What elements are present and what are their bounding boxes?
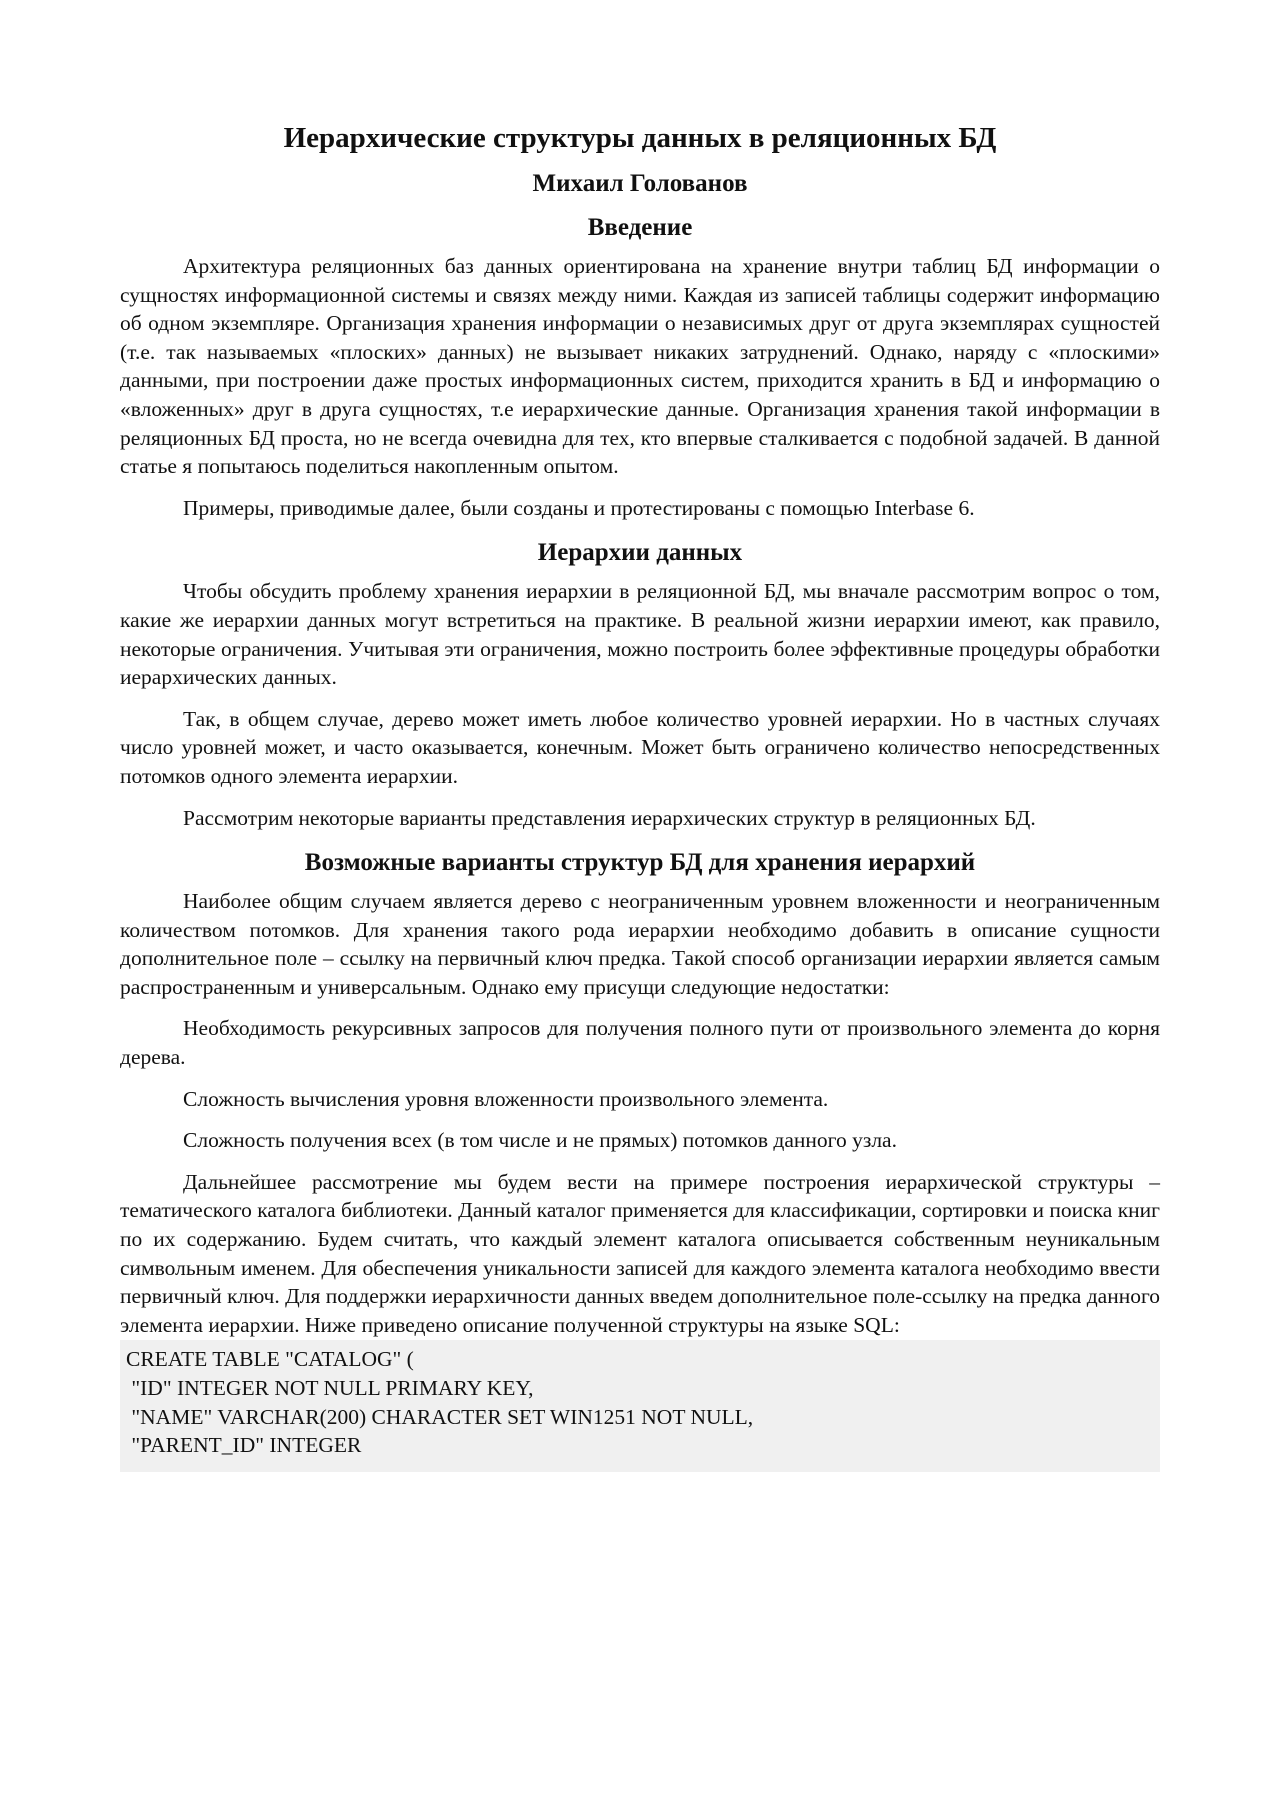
document-title: Иерархические структуры данных в реляционных БД [283, 122, 997, 154]
document-page [120, 118, 1160, 1472]
paragraph: Так, в общем случае, дерево может иметь любое количество уровней иерархии. Но в частных случаях число уровней может, и часто оказывается, конечным. Может быть ограничено количество непосредственных потомков одного элемента иерархии. [120, 706, 1160, 788]
paragraph: Дальнейшее рассмотрение мы будем вести на примере построения иерархической структуры – тематического каталога библиотеки. Данный каталог применяется для классификации, сортировки и поиска книг по их содержанию. Будем считать, что каждый элемент каталога описывается собственным неуникальным символьным именем. Для обеспечения уникальности записей для каждого элемента каталога необходимо ввести первичный ключ. Для поддержки иерархичности данных введем дополнительное поле-ссылку на предка данного элемента иерархии. Ниже приведено описание полученной структуры на языке SQL: [120, 1169, 1160, 1337]
code-line: "PARENT_ID" INTEGER [126, 1433, 362, 1458]
code-line: "NAME" VARCHAR(200) CHARACTER SET WIN1251 NOT NULL, [126, 1404, 754, 1429]
paragraph: Чтобы обсудить проблему хранения иерархии в реляционной БД, мы вначале рассмотрим вопрос о том, какие же иерархии данных могут встретиться на практике. В реальной жизни иерархии имеют, как правило, некоторые ограничения. Учитывая эти ограничения, можно построить более эффективные процедуры обработки иерархических данных. [120, 579, 1160, 690]
paragraph: Архитектура реляционных баз данных ориентирована на хранение внутри таблиц БД информации о сущностях информационной системы и связях между ними. Каждая из записей таблицы содержит информацию об одном экземпляре. Организация хранения информации о независимых друг от друга экземплярах сущностей (т.е. так называемых «плоских» данных) не вызывает никаких затруднений. Однако, наряду с «плоскими» данными, при построении даже простых информационных систем, приходится хранить в БД и информацию о «вложенных» друг в друга сущностях, т.е иерархические данные. Организация хранения такой информации в реляционных БД проста, но не всегда очевидна для тех, кто впервые сталкивается с подобной задачей. В данной статье я попытаюсь поделиться накопленным опытом. [120, 254, 1160, 479]
sql-code-block [120, 1340, 1160, 1471]
section-heading-structure-variants: Возможные варианты структур БД для хранения иерархий [304, 849, 976, 877]
paragraph: Наиболее общим случаем является дерево с неограниченным уровнем вложенности и неограниченным количеством потомков. Для хранения такого рода иерархии необходимо добавить в описание сущности дополнительное поле – ссылку на первичный ключ предка. Такой способ организации иерархии является самым распространенным и универсальным. Однако ему присущи следующие недостатки: [120, 889, 1160, 999]
paragraph: Примеры, приводимые далее, были созданы и протестированы с помощью Interbase 6. [183, 495, 975, 520]
paragraph: Сложность получения всех (в том числе и не прямых) потомков данного узла. [183, 1128, 897, 1153]
code-line: CREATE TABLE "CATALOG" ( [126, 1347, 414, 1372]
code-line: "ID" INTEGER NOT NULL PRIMARY KEY, [126, 1376, 534, 1400]
document-author: Михаил Голованов [532, 170, 748, 197]
paragraph: Необходимость рекурсивных запросов для получения полного пути от произвольного элемента до корня дерева. [120, 1016, 1160, 1070]
section-heading-data-hierarchies: Иерархии данных [537, 539, 743, 567]
paragraph: Рассмотрим некоторые варианты представления иерархических структур в реляционных БД. [183, 805, 1036, 830]
paragraph: Сложность вычисления уровня вложенности произвольного элемента. [183, 1086, 829, 1111]
section-heading-introduction: Введение [587, 214, 693, 241]
